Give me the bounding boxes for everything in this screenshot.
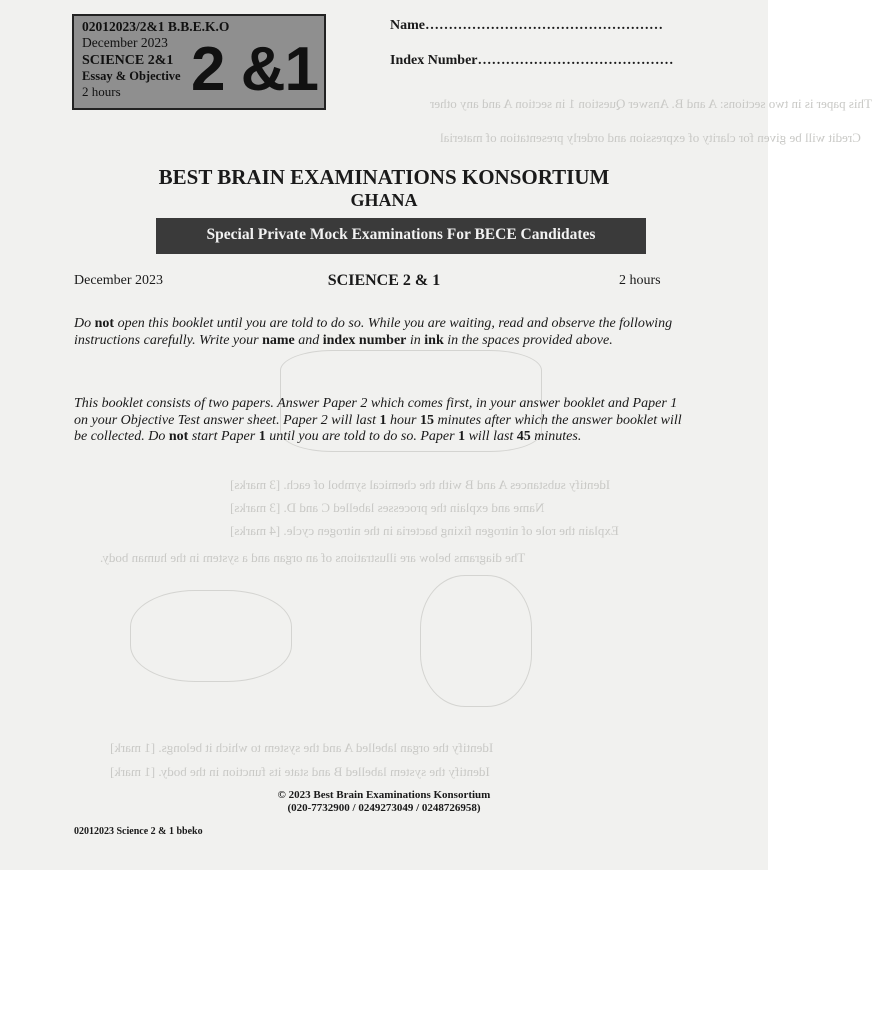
footer-code: 02012023 Science 2 & 1 bbeko: [74, 826, 203, 837]
index-number-field: Index Number……………………………………: [390, 53, 674, 68]
paper-duration: 2 hours: [82, 84, 121, 99]
bleed-diagram-shape: [130, 590, 292, 682]
exam-duration: 2 hours: [619, 273, 661, 288]
organization-country: GHANA: [350, 190, 418, 210]
paper-subject: SCIENCE 2&1: [82, 53, 174, 68]
instruction-paragraph-1: Do not open this booklet until you are told to do so. While you are waiting, read and observe the following instructions carefully. Write your name and index number in ink in the spaces provided above.: [74, 316, 673, 348]
exam-date: December 2023: [74, 273, 164, 288]
organization-name: BEST BRAIN EXAMINATIONS KONSORTIUM: [158, 165, 610, 189]
name-field: Name……………………………………………: [390, 18, 663, 33]
bleed-through-text: Identify the system labelled B and state its function in the body. [1 mark]: [110, 764, 490, 779]
bleed-diagram-shape: [420, 575, 532, 707]
bleed-through-text: Credit will be given for clarity of expression and orderly presentation of material: [440, 130, 861, 145]
exam-banner: Special Private Mock Examinations For BECE Candidates: [156, 218, 646, 254]
paper-code: 02012023/2&1 B.B.E.K.O: [82, 19, 230, 34]
bleed-through-text: Name and explain the processes labelled C and D. [3 marks]: [230, 500, 545, 515]
bleed-through-text: Identify substances A and B with the chemical symbol of each. [3 marks]: [230, 477, 611, 492]
exam-subject: SCIENCE 2 & 1: [327, 272, 441, 289]
paper-info-box: [72, 14, 326, 110]
instruction-paragraph-2: This booklet consists of two papers. Answer Paper 2 which comes first, in your answer booklet and Paper 1 on your Objective Test answer sheet. Paper 2 will last 1 hour 15 minutes after which the answer booklet will be collected. Do not start Paper 1 until you are told to do so. Paper 1 will last 45 minutes.: [74, 396, 682, 444]
footer-copyright: © 2023 Best Brain Examinations Konsortium: [277, 789, 491, 801]
paper-month: December 2023: [82, 35, 168, 50]
footer-phones: (020-7732900 / 0249273049 / 0248726958): [287, 802, 481, 814]
bleed-through-text: The diagrams below are illustrations of an organ and a system in the human body.: [100, 550, 526, 565]
paper-type: Essay & Objective: [82, 69, 181, 83]
bleed-through-text: Explain the role of nitrogen fixing bacteria in the nitrogen cycle. [4 marks]: [230, 523, 619, 538]
bleed-through-text: This paper is in two sections: A and B. Answer Question 1 in section A and any other: [430, 96, 872, 111]
bleed-through-text: Identify the organ labelled A and the system to which it belongs. [1 mark]: [110, 740, 494, 755]
paper-big-label: 2 &1: [191, 35, 318, 104]
